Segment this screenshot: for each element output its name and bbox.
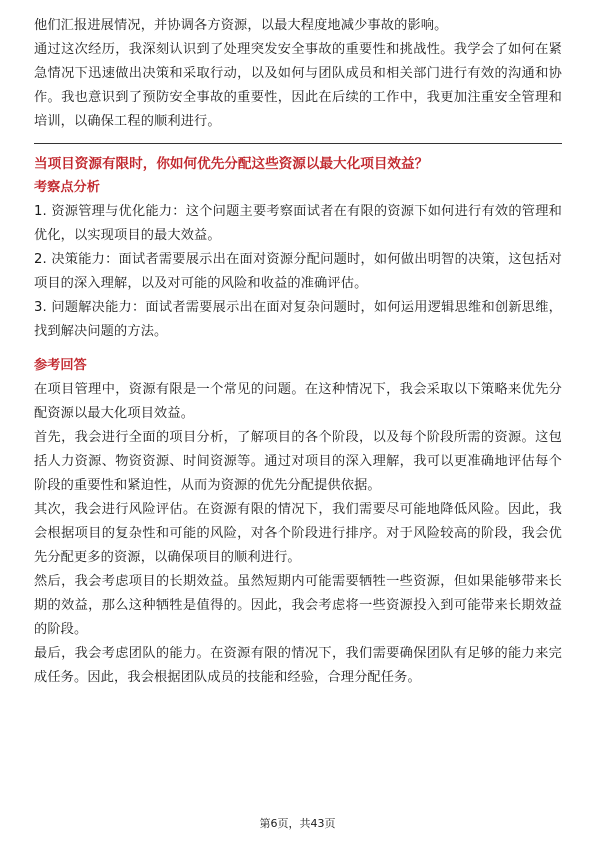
spacer bbox=[34, 344, 562, 354]
section-divider bbox=[34, 143, 562, 144]
answer-paragraph: 其次，我会进行风险评估。在资源有限的情况下，我们需要尽可能地降低风险。因此，我会根据项目的复杂性和可能的风险，对各个阶段进行排序。对于风险较高的阶段，我会优先分配更多的资源，以确保项目的顺利进行。 bbox=[34, 502, 562, 565]
answer-paragraph: 然后，我会考虑项目的长期效益。虽然短期内可能需要牺牲一些资源，但如果能够带来长期的效益，那么这种牺牲是值得的。因此，我会考虑将一些资源投入到可能带来长期效益的阶段。 bbox=[34, 574, 562, 637]
answer-heading: 参考回答 bbox=[34, 358, 87, 373]
analysis-item: 1. 资源管理与优化能力：这个问题主要考察面试者在有限的资源下如何进行有效的管理和优化，以实现项目的最大效益。 bbox=[34, 204, 562, 243]
page-number: 第6页，共43页 bbox=[259, 817, 336, 830]
analysis-item: 3. 问题解决能力：面试者需要展示出在面对复杂问题时，如何运用逻辑思维和创新思维，找到解决问题的方法。 bbox=[34, 300, 562, 339]
answer-paragraph: 最后，我会考虑团队的能力。在资源有限的情况下，我们需要确保团队有足够的能力来完成任务。因此，我会根据团队成员的技能和经验，合理分配任务。 bbox=[34, 646, 562, 685]
answer-paragraph: 在项目管理中，资源有限是一个常见的问题。在这种情况下，我会采取以下策略来优先分配资源以最大化项目效益。 bbox=[34, 382, 562, 421]
analysis-item: 2. 决策能力：面试者需要展示出在面对资源分配问题时，如何做出明智的决策，这包括对项目的深入理解，以及对可能的风险和收益的准确评估。 bbox=[34, 252, 562, 291]
analysis-heading: 考察点分析 bbox=[34, 180, 100, 195]
intro-paragraph: 他们汇报进展情况，并协调各方资源，以最大程度地减少事故的影响。 bbox=[34, 18, 448, 33]
document-page bbox=[34, 14, 562, 690]
intro-paragraph: 通过这次经历，我深刻认识到了处理突发安全事故的重要性和挑战性。我学会了如何在紧急情况下迅速做出决策和采取行动，以及如何与团队成员和相关部门进行有效的沟通和协作。我也意识到了预防安全事故的重要性，因此在后续的工作中，我更加注重安全管理和培训，以确保工程的顺利进行。 bbox=[34, 42, 562, 129]
question-heading: 当项目资源有限时，你如何优先分配这些资源以最大化项目效益？ bbox=[34, 156, 429, 172]
answer-paragraph: 首先，我会进行全面的项目分析，了解项目的各个阶段，以及每个阶段所需的资源。这包括人力资源、物资资源、时间资源等。通过对项目的深入理解，我可以更准确地评估每个阶段的重要性和紧迫性，从而为资源的优先分配提供依据。 bbox=[34, 430, 562, 493]
